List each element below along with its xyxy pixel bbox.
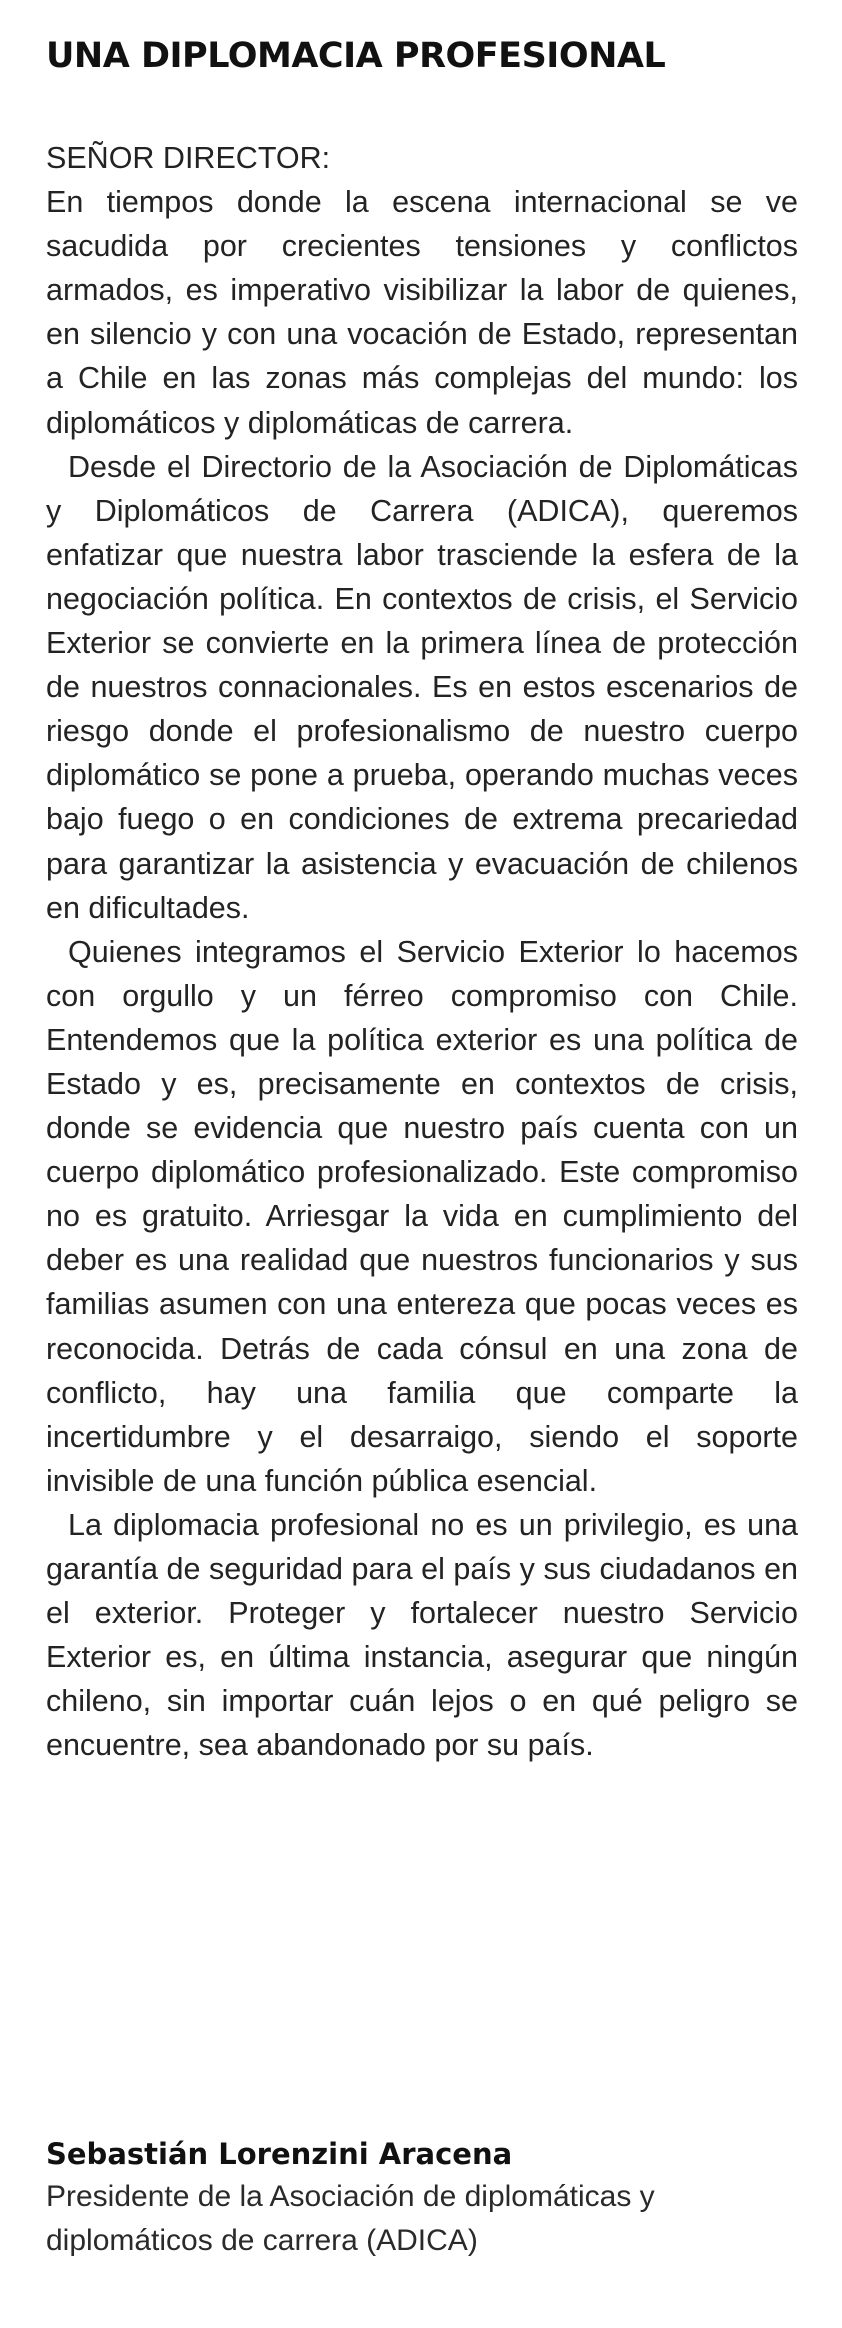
- signature-role-line-1: Presidente de la Asociación de diplomáticas y: [46, 2180, 655, 2213]
- salutation: SEÑOR DIRECTOR:: [46, 141, 331, 175]
- signature-name: Sebastián Lorenzini Aracena: [46, 2137, 513, 2171]
- paragraph-2: Desde el Directorio de la Asociación de Diplomáticas y Diplomáticos de Carrera (ADICA), queremos enfatizar que nuestra labor trasciende la esfera de la negociación política. En contextos de crisis, el Servicio Exterior se convierte en la primera línea de protección de nuestros connacionales. Es en estos escenarios de riesgo donde el profesionalismo de nuestro cuerpo diplomático se pone a prueba, operando muchas veces bajo fuego o en condiciones de extrema precariedad para garantizar la asistencia y evacuación de chilenos en dificultades.: [46, 449, 798, 925]
- paragraph-1: En tiempos donde la escena internacional se ve sacudida por crecientes tensiones y conflictos armados, es imperativo visibilizar la labor de quienes, en silencio y con una vocación de Estado, representan a Chile en las zonas más complejas del mundo: los diplomáticos y diplomáticas de carrera.: [46, 185, 798, 440]
- headline: UNA DIPLOMACIA PROFESIONAL: [46, 36, 666, 76]
- signature-block: [46, 2133, 798, 2263]
- paragraph-3: Quienes integramos el Servicio Exterior lo hacemos con orgullo y un férreo compromiso con Chile. Entendemos que la política exterior es una política de Estado y es, precisamente en contextos de crisis, donde se evidencia que nuestro país cuenta con un cuerpo diplomático profesionalizado. Este compromiso no es gratuito. Arriesgar la vida en cumplimiento del deber es una realidad que nuestros funcionarios y sus familias asumen con una entereza que pocas veces es reconocida. Detrás de cada cónsul en una zona de conflicto, hay una familia que comparte la incertidumbre y el desarraigo, siendo el soporte invisible de una función pública esencial.: [46, 934, 798, 1498]
- signature-role-line-2: diplomáticos de carrera (ADICA): [46, 2224, 478, 2257]
- paragraph-4: La diplomacia profesional no es un privilegio, es una garantía de seguridad para el país y sus ciudadanos en el exterior. Proteger y fortalecer nuestro Servicio Exterior es, en última instancia, asegurar que ningún chileno, sin importar cuán lejos o en qué peligro se encuentre, sea abandonado por su país.: [46, 1507, 798, 1763]
- letter-body: [46, 136, 798, 1767]
